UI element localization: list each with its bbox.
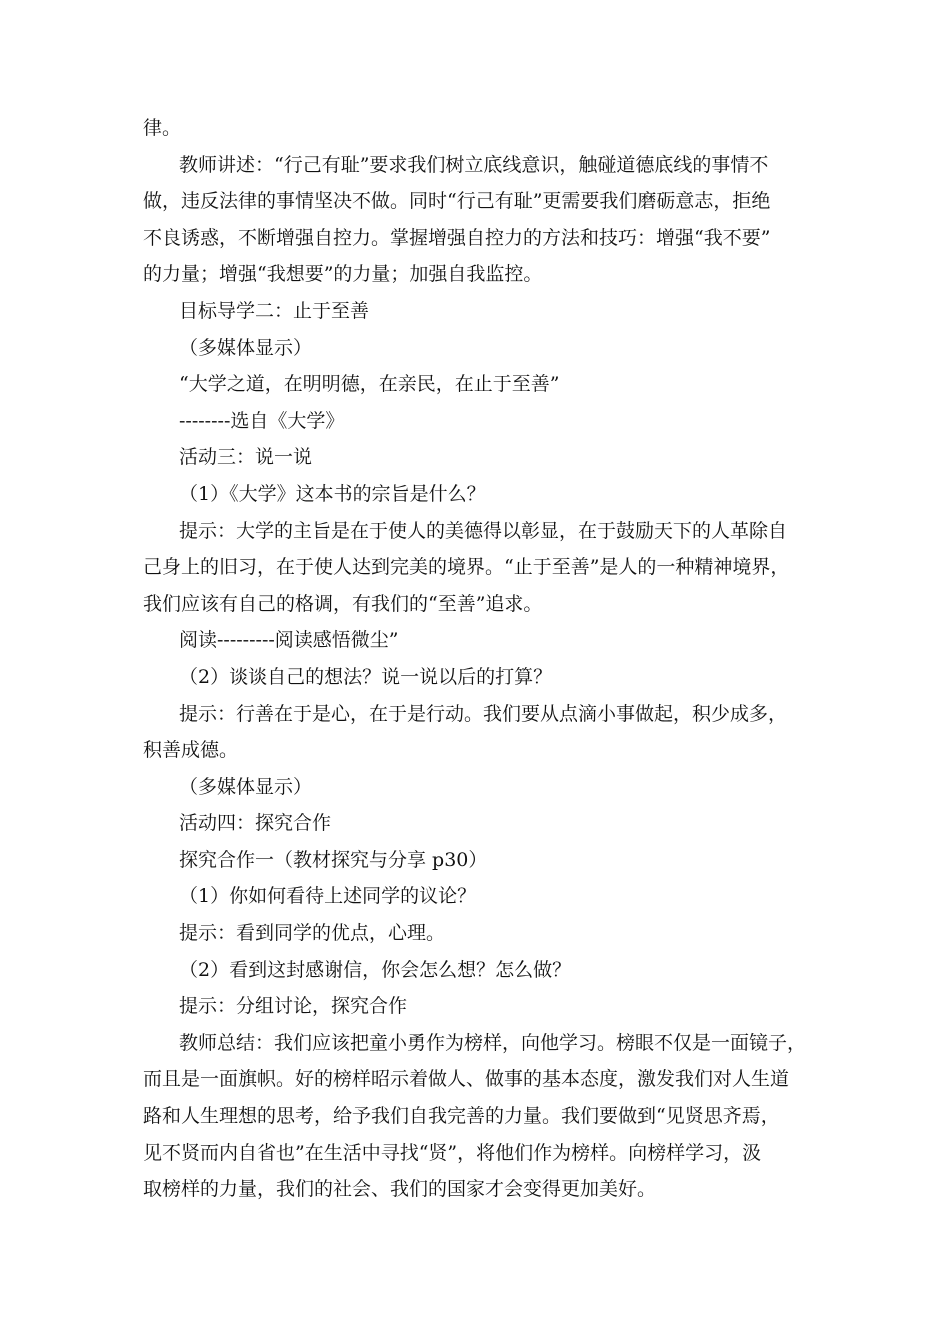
text-line: 积善成德。 [143, 739, 239, 762]
text-line: 路和人生理想的思考，给予我们自我完善的力量。我们要做到“见贤思齐焉， [143, 1105, 780, 1128]
text-line: （1）《大学》这本书的宗旨是什么？ [179, 482, 486, 505]
text-line: “大学之道，在明明德，在亲民，在止于至善” [179, 373, 560, 396]
text-line: 活动三：说一说 [179, 446, 313, 469]
text-line: 见不贤而内自省也”在生活中寻找“贤”，将他们作为榜样。向榜样学习，汲 [143, 1141, 762, 1164]
text-line: 探究合作一（教材探究与分享 p30） [179, 848, 488, 871]
text-line: 活动四：探究合作 [179, 812, 332, 835]
text-line: 的力量；增强“我想要”的力量；加强自我监控。 [143, 263, 543, 286]
document-body [143, 110, 808, 1208]
text-line: 取榜样的力量，我们的社会、我们的国家才会变得更加美好。 [143, 1178, 657, 1201]
text-line: 不良诱惑，不断增强自控力。掌握增强自控力的方法和技巧：增强“我不要” [143, 226, 771, 249]
text-line: 己身上的旧习，在于使人达到完美的境界。“止于至善”是人的一种精神境界， [143, 556, 790, 579]
text-line: 提示：分组讨论，探究合作 [179, 995, 408, 1018]
text-line: 教师讲述：“行己有耻”要求我们树立底线意识，触碰道德底线的事情不 [179, 153, 769, 176]
text-line: （2）看到这封感谢信，你会怎么想？怎么做？ [179, 958, 572, 981]
text-line: 阅读---------阅读感悟微尘” [179, 629, 399, 652]
text-line: 我们应该有自己的格调，有我们的“至善”追求。 [143, 592, 543, 615]
text-line: 做，违反法律的事情坚决不做。同时“行己有耻”更需要我们磨砺意志，拒绝 [143, 190, 771, 213]
text-line: （1）你如何看待上述同学的议论？ [179, 885, 477, 908]
text-line: --------选自《大学》 [179, 409, 345, 432]
text-line: （多媒体显示） [179, 336, 313, 359]
text-line: 教师总结：我们应该把童小勇作为榜样，向他学习。榜眼不仅是一面镜子， [179, 1031, 807, 1054]
text-line: （多媒体显示） [179, 775, 313, 798]
text-line: 律。 [143, 117, 182, 139]
text-line: 目标导学二：止于至善 [179, 299, 370, 322]
text-line: （2）谈谈自己的想法？说一说以后的打算？ [179, 665, 553, 688]
text-line: 提示：大学的主旨是在于使人的美德得以彰显，在于鼓励天下的人革除自 [179, 519, 788, 542]
text-line: 提示：行善在于是心，在于是行动。我们要从点滴小事做起，积少成多， [179, 702, 788, 725]
text-line: 提示：看到同学的优点，心理。 [179, 922, 446, 945]
text-line: 而且是一面旗帜。好的榜样昭示着做人、做事的基本态度，激发我们对人生道 [143, 1068, 790, 1091]
